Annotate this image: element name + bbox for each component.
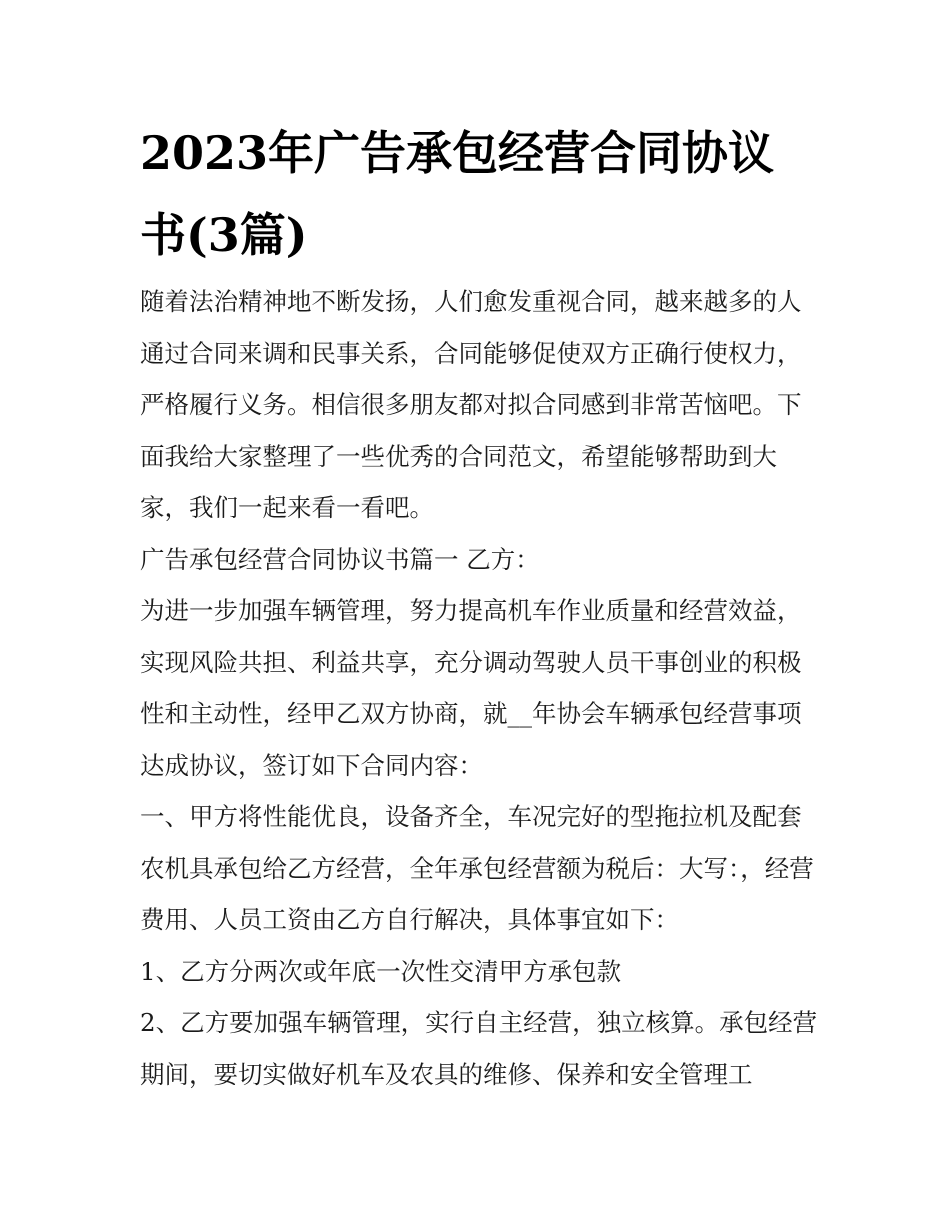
section-heading-paragraph: 广告承包经营合同协议书篇一 乙方： — [140, 544, 540, 574]
item-two-paragraph: 2、乙方要加强车辆管理，实行自主经营，独立核算。承包经营期间，要切实做好机车及农具的维修、保养和安全管理工 — [140, 1008, 818, 1089]
item-one-paragraph: 1、乙方分两次或年底一次性交清甲方承包款 — [140, 956, 622, 986]
intro-paragraph: 随着法治精神地不断发扬，人们愈发重视合同，越来越多的人通过合同来调和民事关系，合同能够促使双方正确行使权力，严格履行义务。相信很多朋友都对拟合同感到非常苦恼吧。下面我给大家整理了一些优秀的合同范文，希望能够帮助到大家，我们一起来看一看吧。 — [140, 287, 802, 522]
document-body — [140, 276, 820, 1100]
document-title: 2023年广告承包经营合同协议书(3篇) — [140, 126, 775, 262]
clause-one-paragraph: 一、甲方将性能优良，设备齐全，车况完好的型拖拉机及配套农机具承包给乙方经营，全年承包经营额为税后：大写：，经营费用、人员工资由乙方自行解决，具体事宜如下： — [140, 802, 814, 934]
purpose-paragraph: 为进一步加强车辆管理，努力提高机车作业质量和经营效益，实现风险共担、利益共享，充分调动驾驶人员干事创业的积极性和主动性，经甲乙双方协商，就__年协会车辆承包经营事项达成协议，签订如下合同内容： — [140, 596, 802, 780]
